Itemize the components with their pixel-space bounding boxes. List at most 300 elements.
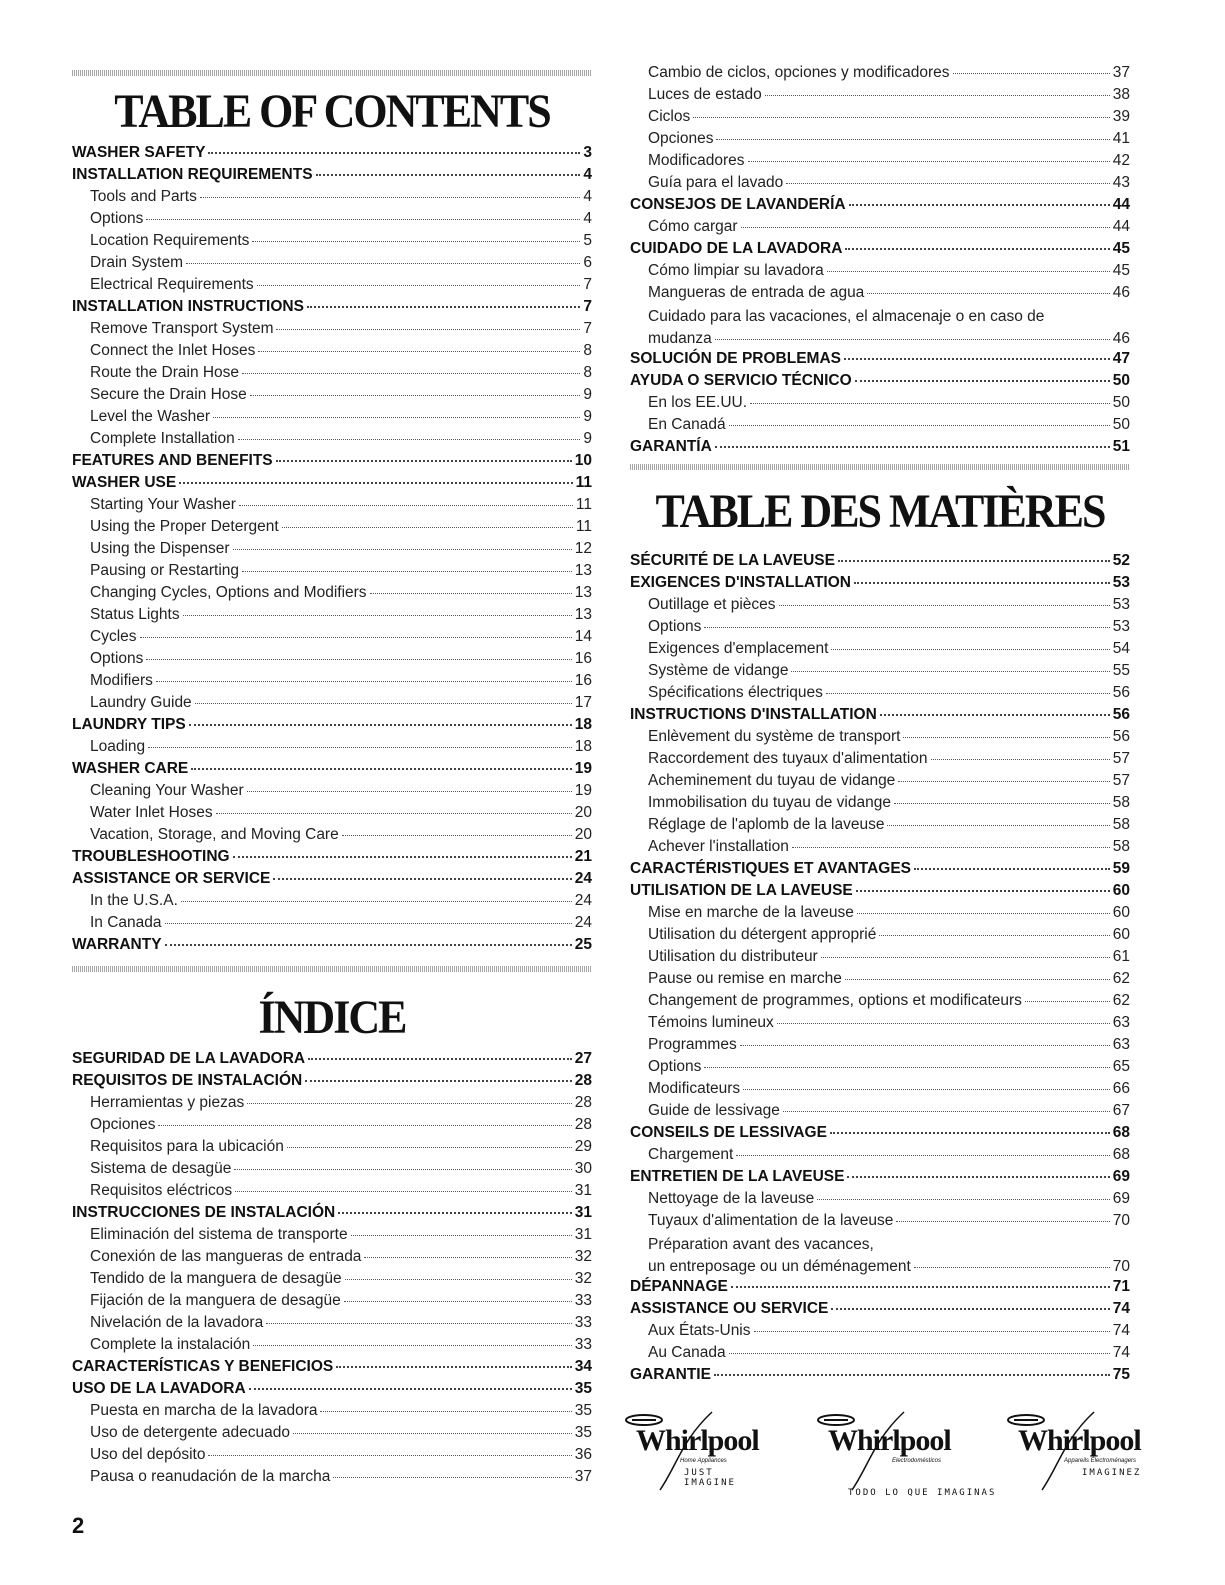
dot-leader	[140, 637, 572, 638]
toc-section-entry[interactable]	[72, 716, 592, 738]
section-divider	[630, 464, 1130, 470]
dot-leader	[791, 671, 1109, 672]
dot-leader	[233, 549, 572, 550]
toc-entry[interactable]	[72, 782, 592, 804]
page-ref: 35	[574, 1380, 592, 1397]
toc-entry[interactable]	[72, 518, 592, 540]
toc-entry[interactable]	[72, 694, 592, 716]
toc-entry[interactable]	[630, 772, 1130, 794]
toc-entry[interactable]	[630, 662, 1130, 684]
entry-title: Conexión de las mangueras de entrada	[90, 1248, 362, 1265]
toc-section-entry[interactable]	[630, 240, 1130, 262]
toc-section-entry[interactable]	[630, 860, 1130, 882]
page-ref: 60	[1112, 904, 1130, 921]
entry-title: Electrical Requirements	[90, 276, 254, 293]
entry-title: Utilisation du distributeur	[648, 948, 818, 965]
toc-entry[interactable]	[72, 320, 592, 342]
toc-section-entry[interactable]	[630, 1366, 1130, 1388]
entry-title: Uso del depósito	[90, 1446, 206, 1463]
entry-title: Changement de programmes, options et modificateurs	[648, 992, 1022, 1009]
dot-leader	[333, 1477, 571, 1478]
dot-leader	[208, 1455, 571, 1456]
toc-entry[interactable]	[72, 1314, 592, 1336]
page-ref: 74	[1112, 1300, 1130, 1317]
page-ref: 54	[1112, 640, 1130, 657]
dot-leader	[847, 1176, 1109, 1178]
toc-section-entry[interactable]	[72, 144, 592, 166]
toc-entry[interactable]	[72, 188, 592, 210]
entry-title: Opciones	[648, 130, 714, 147]
entry-title: En Canadá	[648, 416, 726, 433]
toc-entry[interactable]	[630, 904, 1130, 926]
page-ref: 63	[1112, 1036, 1130, 1053]
page-ref: 29	[574, 1138, 592, 1155]
page-ref: 9	[583, 408, 592, 425]
dot-leader	[854, 582, 1110, 584]
left-column	[72, 70, 592, 1490]
toc-section-entry[interactable]	[630, 1124, 1130, 1146]
toc-entry[interactable]	[630, 1080, 1130, 1102]
page-ref: 9	[583, 386, 592, 403]
toc-entry[interactable]	[72, 1226, 592, 1248]
entry-title: Aux États-Unis	[648, 1322, 751, 1339]
entry-title: Water Inlet Hoses	[90, 804, 213, 821]
toc-entry[interactable]	[630, 1190, 1130, 1212]
entry-title: Immobilisation du tuyau de vidange	[648, 794, 891, 811]
page-ref: 5	[583, 232, 592, 249]
dot-leader	[827, 271, 1110, 272]
toc-entry[interactable]	[72, 584, 592, 606]
entry-title: Outillage et pièces	[648, 596, 776, 613]
toc-entry[interactable]	[630, 416, 1130, 438]
toc-section-entry[interactable]	[72, 1050, 592, 1072]
toc-entry[interactable]	[630, 970, 1130, 992]
logo-subtext: Electrodomésticos	[892, 1458, 942, 1464]
page-ref: 57	[1112, 750, 1130, 767]
dot-leader	[146, 659, 571, 660]
toc-entry[interactable]	[72, 1446, 592, 1468]
dot-leader	[931, 759, 1110, 760]
toc-heading: TABLE OF CONTENTS	[114, 85, 550, 138]
entry-title: Route the Drain Hose	[90, 364, 240, 381]
toc-section-entry[interactable]	[630, 1300, 1130, 1322]
toc-entry[interactable]	[72, 496, 592, 518]
dot-leader	[1025, 1001, 1110, 1002]
page-ref: 63	[1112, 1014, 1130, 1031]
page-ref: 69	[1112, 1168, 1130, 1185]
logo-wordmark: Whirlpool	[636, 1424, 759, 1457]
dot-leader	[880, 714, 1110, 716]
toc-entry[interactable]	[630, 130, 1130, 152]
toc-entry[interactable]	[72, 804, 592, 826]
entry-title: Mise en marche de la laveuse	[648, 904, 854, 921]
toc-entry[interactable]	[72, 364, 592, 386]
dot-leader	[287, 1147, 572, 1148]
toc-entry[interactable]	[630, 1344, 1130, 1366]
toc-section-entry[interactable]	[72, 848, 592, 870]
toc-entry[interactable]	[630, 992, 1130, 1014]
page-ref: 11	[575, 474, 592, 491]
page-ref: 18	[574, 738, 592, 755]
page-ref: 38	[1112, 86, 1130, 103]
page-ref: 52	[1112, 552, 1130, 569]
entry-title: FEATURES AND BENEFITS	[72, 452, 273, 469]
toc-entry[interactable]	[630, 262, 1130, 284]
entry-title: Nettoyage de la laveuse	[648, 1190, 815, 1207]
dot-leader	[844, 358, 1110, 360]
entry-title: ENTRETIEN DE LA LAVEUSE	[630, 1168, 845, 1185]
dot-leader	[320, 1411, 571, 1412]
page-ref: 68	[1112, 1124, 1130, 1141]
dot-leader	[748, 161, 1110, 162]
entry-title: Tendido de la manguera de desagüe	[90, 1270, 342, 1287]
entry-title: Réglage de l'aplomb de la laveuse	[648, 816, 885, 833]
dot-leader	[826, 693, 1110, 694]
page-ref: 13	[574, 606, 592, 623]
entry-title: GARANTIE	[630, 1366, 711, 1383]
entry-title: Level the Washer	[90, 408, 211, 425]
entry-title: SOLUCIÓN DE PROBLEMAS	[630, 350, 841, 367]
page-ref: 14	[574, 628, 592, 645]
toc-entry[interactable]	[72, 562, 592, 584]
page-ref: 56	[1112, 684, 1130, 701]
toc-entry[interactable]	[630, 64, 1130, 86]
toc-entry[interactable]	[630, 1322, 1130, 1344]
toc-entry[interactable]	[72, 430, 592, 452]
toc-section-entry[interactable]	[72, 474, 592, 496]
toc-section-entry[interactable]	[72, 166, 592, 188]
toc-entry[interactable]	[630, 948, 1130, 970]
dot-leader	[307, 306, 580, 308]
page-ref: 70	[1112, 1258, 1130, 1275]
dot-leader	[250, 395, 581, 396]
entry-title: Loading	[90, 738, 146, 755]
logo-tagline: JUST IMAGINE	[684, 1468, 736, 1488]
toc-entry[interactable]	[72, 1094, 592, 1116]
entry-title: Chargement	[648, 1146, 734, 1163]
toc-entry[interactable]	[630, 1102, 1130, 1124]
dot-leader	[779, 605, 1110, 606]
dot-leader	[235, 1191, 572, 1192]
page-ref: 9	[583, 430, 592, 447]
page-ref: 28	[574, 1094, 592, 1111]
page-ref: 32	[574, 1248, 592, 1265]
toc-entry[interactable]	[72, 1138, 592, 1160]
toc-entry[interactable]	[72, 1160, 592, 1182]
page-ref: 37	[574, 1468, 592, 1485]
entry-title: Au Canada	[648, 1344, 726, 1361]
section-divider	[72, 966, 592, 972]
entry-title: Cómo cargar	[648, 218, 738, 235]
logo-tagline: IMAGINEZ	[1082, 1468, 1142, 1478]
dot-leader	[191, 768, 571, 770]
entry-title: Enlèvement du système de transport	[648, 728, 901, 745]
toc-entry[interactable]	[72, 386, 592, 408]
dot-leader	[148, 747, 572, 748]
dot-leader	[342, 835, 572, 836]
toc-entry[interactable]	[630, 1234, 1130, 1278]
entry-title: Location Requirements	[90, 232, 250, 249]
dot-leader	[831, 649, 1109, 650]
toc-entry[interactable]	[630, 816, 1130, 838]
toc-section-entry[interactable]	[630, 706, 1130, 728]
dot-leader	[336, 1366, 572, 1368]
toc-entry[interactable]	[630, 1146, 1130, 1168]
entry-title: Modificadores	[648, 152, 745, 169]
entry-title: Pause ou remise en marche	[648, 970, 842, 987]
page-ref: 46	[1112, 284, 1130, 301]
dot-leader	[316, 174, 581, 176]
dot-leader	[252, 241, 580, 242]
dot-leader	[242, 571, 572, 572]
toc-entry[interactable]	[72, 738, 592, 760]
toc-entry[interactable]	[630, 86, 1130, 108]
entry-title: Exigences d'emplacement	[648, 640, 829, 657]
toc-entry[interactable]	[72, 914, 592, 936]
toc-entry[interactable]	[630, 284, 1130, 306]
entry-title: CARACTERÍSTICAS Y BENEFICIOS	[72, 1358, 334, 1375]
dot-leader	[777, 1023, 1110, 1024]
toc-entry[interactable]	[630, 1058, 1130, 1080]
indice-heading: ÍNDICE	[258, 991, 406, 1044]
page-ref: 50	[1112, 416, 1130, 433]
toc-entry[interactable]	[630, 108, 1130, 130]
entry-title: Secure the Drain Hose	[90, 386, 247, 403]
dot-leader	[786, 183, 1109, 184]
entry-title: Drain System	[90, 254, 184, 271]
toc-section-entry[interactable]	[630, 438, 1130, 460]
page-ref: 45	[1112, 262, 1130, 279]
page-ref: 31	[574, 1226, 592, 1243]
toc-entry[interactable]	[630, 218, 1130, 240]
page-ref: 39	[1112, 108, 1130, 125]
toc-entry[interactable]	[630, 618, 1130, 640]
entry-title: Opciones	[90, 1116, 156, 1133]
toc-entry[interactable]	[72, 232, 592, 254]
page-ref: 18	[574, 716, 592, 733]
dot-leader	[750, 403, 1110, 404]
logo-wordmark: Whirlpool	[828, 1424, 951, 1457]
entry-title: INSTALLATION INSTRUCTIONS	[72, 298, 304, 315]
toc-entry[interactable]	[630, 306, 1130, 350]
toc-entry[interactable]	[72, 1336, 592, 1358]
dot-leader	[914, 868, 1110, 870]
toc-entry[interactable]	[630, 640, 1130, 662]
toc-section-entry[interactable]	[630, 882, 1130, 904]
toc-section-entry[interactable]	[72, 1358, 592, 1380]
toc-entry[interactable]	[72, 1182, 592, 1204]
entry-title: WASHER CARE	[72, 760, 189, 777]
toc-section-entry[interactable]	[72, 1380, 592, 1402]
page-ref: 16	[574, 672, 592, 689]
entry-title: INSTRUCTIONS D'INSTALLATION	[630, 706, 877, 723]
page-ref: 55	[1112, 662, 1130, 679]
toc-section-entry[interactable]	[630, 574, 1130, 596]
toc-entry[interactable]	[72, 1468, 592, 1490]
toc-entry[interactable]	[72, 826, 592, 848]
entry-title: Tuyaux d'alimentation de la laveuse	[648, 1212, 894, 1229]
page-ref: 19	[574, 760, 592, 777]
entry-title: Using the Dispenser	[90, 540, 230, 557]
dot-leader	[179, 482, 572, 484]
toc-entry[interactable]	[630, 1014, 1130, 1036]
toc-entry[interactable]	[72, 210, 592, 232]
toc-entry[interactable]	[72, 1402, 592, 1424]
page-ref: 53	[1112, 574, 1130, 591]
page-ref: 33	[574, 1336, 592, 1353]
toc-entry[interactable]	[72, 1424, 592, 1446]
entry-title: Puesta en marcha de la lavadora	[90, 1402, 318, 1419]
entry-title: SEGURIDAD DE LA LAVADORA	[72, 1050, 306, 1067]
toc-section-entry[interactable]	[72, 870, 592, 892]
entry-title: Remove Transport System	[90, 320, 274, 337]
toc-entry[interactable]	[630, 1212, 1130, 1234]
toc-entry[interactable]	[72, 342, 592, 364]
logo-tagline-es: TODO LO QUE IMAGINAS	[848, 1488, 997, 1498]
toc-section-entry[interactable]	[630, 196, 1130, 218]
toc-section-entry[interactable]	[72, 452, 592, 474]
dot-leader	[183, 615, 572, 616]
entry-title: Options	[90, 650, 144, 667]
toc-entry[interactable]	[72, 1270, 592, 1292]
toc-entry[interactable]	[72, 650, 592, 672]
page-ref: 7	[583, 320, 592, 337]
entry-title: GARANTÍA	[630, 438, 712, 455]
dot-leader	[714, 1374, 1110, 1376]
toc-section-entry[interactable]	[72, 760, 592, 782]
toc-entry[interactable]	[630, 684, 1130, 706]
entry-title: Tools and Parts	[90, 188, 197, 205]
brand-logos	[622, 1410, 1152, 1500]
dot-leader	[189, 724, 572, 726]
toc-entry[interactable]	[630, 728, 1130, 750]
page-ref: 32	[574, 1270, 592, 1287]
toc-section-entry[interactable]	[72, 1204, 592, 1226]
dot-leader	[898, 781, 1109, 782]
toc-section-entry[interactable]	[72, 1072, 592, 1094]
toc-section-entry[interactable]	[630, 1168, 1130, 1190]
page-ref: 41	[1112, 130, 1130, 147]
page-ref: 70	[1112, 1212, 1130, 1229]
toc-list	[72, 144, 592, 958]
toc-section-entry[interactable]	[630, 552, 1130, 574]
toc-section-entry[interactable]	[72, 298, 592, 320]
toc-section-entry[interactable]	[72, 936, 592, 958]
entry-title: Spécifications électriques	[648, 684, 823, 701]
entry-title: Pausing or Restarting	[90, 562, 240, 579]
toc-entry[interactable]	[72, 408, 592, 430]
page-ref: 69	[1112, 1190, 1130, 1207]
toc-entry[interactable]	[72, 1248, 592, 1270]
page-ref: 20	[574, 804, 592, 821]
toc-entry[interactable]	[72, 276, 592, 298]
toc-entry[interactable]	[630, 794, 1130, 816]
toc-section-entry[interactable]	[630, 350, 1130, 372]
entry-title: Modificateurs	[648, 1080, 741, 1097]
dot-leader	[821, 957, 1110, 958]
page-ref: 74	[1112, 1344, 1130, 1361]
toc-section-entry[interactable]	[630, 1278, 1130, 1300]
page-ref: 66	[1112, 1080, 1130, 1097]
toc-entry[interactable]	[630, 926, 1130, 948]
entry-title: Acheminement du tuyau de vidange	[648, 772, 896, 789]
page-ref: 7	[583, 276, 592, 293]
dot-leader	[887, 825, 1109, 826]
dot-leader	[716, 139, 1109, 140]
dot-leader	[239, 505, 573, 506]
dot-leader	[208, 152, 580, 154]
entry-title: mudanza	[648, 330, 712, 347]
entry-title: Cycles	[90, 628, 137, 645]
dot-leader	[344, 1301, 572, 1302]
dot-leader	[740, 1045, 1110, 1046]
toc-entry[interactable]	[630, 1036, 1130, 1058]
entry-title: In Canada	[90, 914, 162, 931]
toc-entry[interactable]	[72, 1116, 592, 1138]
toc-entry[interactable]	[630, 394, 1130, 416]
toc-entry[interactable]	[72, 892, 592, 914]
dot-leader	[258, 351, 580, 352]
toc-entry[interactable]	[72, 540, 592, 562]
section-divider	[72, 70, 592, 76]
page-ref: 10	[574, 452, 592, 469]
entry-title: Témoins lumineux	[648, 1014, 774, 1031]
dot-leader	[903, 737, 1109, 738]
page-ref: 67	[1112, 1102, 1130, 1119]
toc-entry[interactable]	[630, 174, 1130, 196]
toc-entry[interactable]	[72, 606, 592, 628]
dot-leader	[845, 979, 1110, 980]
page-ref: 24	[574, 870, 592, 887]
toc-entry[interactable]	[72, 628, 592, 650]
entry-title: Pausa o reanudación de la marcha	[90, 1468, 331, 1485]
entry-title: USO DE LA LAVADORA	[72, 1380, 246, 1397]
toc-entry[interactable]	[630, 596, 1130, 618]
page-ref: 68	[1112, 1146, 1130, 1163]
entry-title: Requisitos para la ubicación	[90, 1138, 284, 1155]
right-column	[630, 64, 1130, 1388]
toc-entry[interactable]	[630, 750, 1130, 772]
toc-entry[interactable]	[72, 1292, 592, 1314]
page-ref: 43	[1112, 174, 1130, 191]
dot-leader	[308, 1058, 572, 1060]
toc-entry[interactable]	[630, 838, 1130, 860]
page-ref: 7	[583, 298, 592, 315]
entry-title: LAUNDRY TIPS	[72, 716, 186, 733]
entry-title: Requisitos eléctricos	[90, 1182, 233, 1199]
entry-title: WARRANTY	[72, 936, 162, 953]
page-ref: 59	[1112, 860, 1130, 877]
toc-entry[interactable]	[630, 152, 1130, 174]
dot-leader	[370, 593, 572, 594]
page-ref: 31	[574, 1182, 592, 1199]
page-ref: 33	[574, 1314, 592, 1331]
page-ref: 6	[583, 254, 592, 271]
dot-leader	[914, 1267, 1110, 1268]
page-ref: 16	[574, 650, 592, 667]
entry-title: Connect the Inlet Hoses	[90, 342, 256, 359]
dot-leader	[242, 373, 580, 374]
dot-leader	[195, 703, 572, 704]
toc-entry[interactable]	[72, 254, 592, 276]
dot-leader	[953, 73, 1110, 74]
toc-entry[interactable]	[72, 672, 592, 694]
entry-title: Options	[648, 618, 702, 635]
entry-title: Starting Your Washer	[90, 496, 236, 513]
entry-title: Mangueras de entrada de agua	[648, 284, 865, 301]
toc-section-entry[interactable]	[630, 372, 1130, 394]
dot-leader	[273, 878, 571, 880]
